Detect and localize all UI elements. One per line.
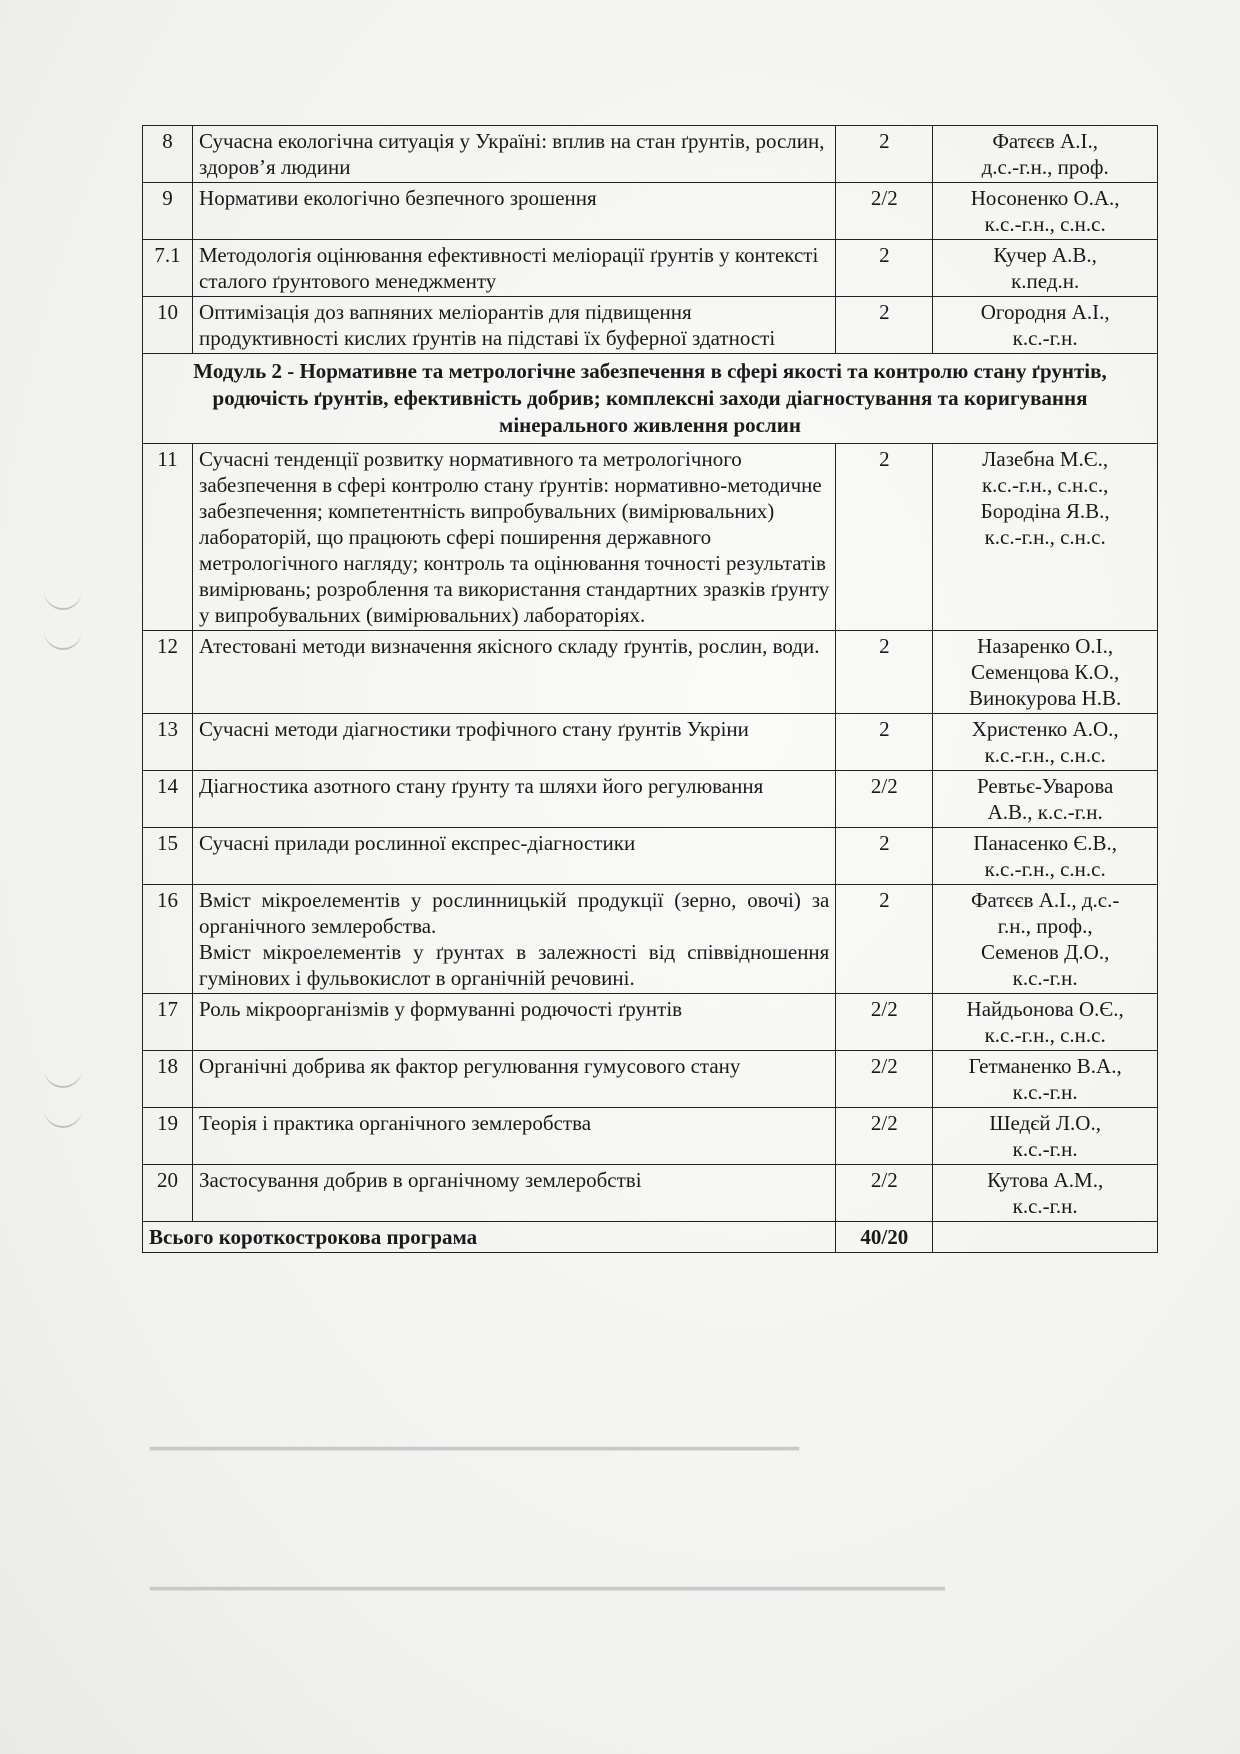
topic-cell	[193, 714, 836, 771]
row-number: 15	[143, 828, 193, 885]
module-2-header-row	[143, 354, 1158, 444]
topic-cell	[193, 126, 836, 183]
lecturer-line: Носоненко О.А.,	[970, 186, 1120, 210]
row-number: 14	[143, 771, 193, 828]
lecturer-line: Семенов Д.О.,	[980, 940, 1110, 964]
lecturer-cell	[933, 1108, 1158, 1165]
lecturer-line: к.с.-г.н.	[1012, 1080, 1078, 1104]
hours-cell: 2	[836, 828, 933, 885]
lecturer-cell	[933, 994, 1158, 1051]
row-number: 9	[143, 183, 193, 240]
topic-cell	[193, 631, 836, 714]
lecturer-cell	[933, 183, 1158, 240]
topic-text: Застосування добрив в органічному землеробстві	[199, 1168, 642, 1192]
row-number: 19	[143, 1108, 193, 1165]
topic-cell	[193, 994, 836, 1051]
lecturer-line: Кучер А.В.,	[993, 243, 1097, 267]
lecturer-line: Христенко А.О.,	[971, 717, 1119, 741]
topic-text: Теорія і практика органічного землеробства	[199, 1111, 592, 1135]
topic-text: Оптимізація доз вапняних меліорантів для підвищення продуктивності кислих ґрунтів на підставі їх буферної здатності	[199, 300, 776, 350]
lecturer-line: к.пед.н.	[1011, 269, 1080, 293]
topic-cell	[193, 771, 836, 828]
lecturer-line: к.с.-г.н.	[1012, 1137, 1078, 1161]
module-2-title: Модуль 2 - Нормативне та метрологічне забезпечення в сфері якості та контролю стану ґрунтів, родючість ґрунтів, ефективність добрив; комплексні заходи діагностування та коригування мінерального живлення рослин	[143, 354, 1158, 444]
hours-cell: 2	[836, 297, 933, 354]
hours-cell: 2	[836, 126, 933, 183]
table-row	[143, 771, 1158, 828]
lecturer-cell	[933, 714, 1158, 771]
table-row	[143, 994, 1158, 1051]
hours-cell: 2	[836, 714, 933, 771]
row-number: 18	[143, 1051, 193, 1108]
total-label: Всього короткострокова програма	[143, 1222, 836, 1253]
lecturer-cell	[933, 885, 1158, 994]
topic-text: Сучасні методи діагностики трофічного стану ґрунтів Укріни	[199, 717, 749, 741]
lecturer-line: Фатєєв А.І., д.с.-	[970, 888, 1120, 912]
lecturer-line: Найдьонова О.Є.,	[966, 997, 1124, 1021]
topic-text: Сучасні прилади рослинної експрес-діагностики	[199, 831, 636, 855]
lecturer-line: Семенцова К.О.,	[971, 660, 1120, 684]
table-row	[143, 183, 1158, 240]
lecturer-line: к.с.-г.н.	[1012, 326, 1078, 350]
schedule-table	[142, 125, 1158, 1253]
row-number: 8	[143, 126, 193, 183]
row-number: 11	[143, 444, 193, 631]
row-number: 17	[143, 994, 193, 1051]
topic-cell	[193, 1108, 836, 1165]
lecturer-line: к.с.-г.н., с.н.с.	[984, 212, 1106, 236]
topic-text: Роль мікроорганізмів у формуванні родючості ґрунтів	[199, 997, 683, 1021]
table-row	[143, 240, 1158, 297]
table-row	[143, 631, 1158, 714]
table-row	[143, 126, 1158, 183]
table-row	[143, 297, 1158, 354]
table-row	[143, 828, 1158, 885]
topic-text: Сучасні тенденції розвитку нормативного та метрологічного забезпечення в сфері контролю стану ґрунтів: нормативно-методичне забезпечення; компетентність випробувальних (вимірювальних) лабораторій, що працюють сфері поширення державного метрологічного нагляду; контроль та оцінювання точності результатів вимірювань; розроблення та використання стандартних зразків ґрунту у випробувальних (вимірювальних) лабораторіях.	[199, 447, 830, 627]
lecturer-line: к.с.-г.н.	[1012, 1194, 1078, 1218]
row-number: 13	[143, 714, 193, 771]
lecturer-cell	[933, 1051, 1158, 1108]
row-number: 7.1	[143, 240, 193, 297]
lecturer-line: г.н., проф.,	[997, 914, 1093, 938]
lecturer-cell	[933, 126, 1158, 183]
total-hours: 40/20	[836, 1222, 933, 1253]
lecturer-line: к.с.-г.н., с.н.с.,	[981, 473, 1109, 497]
lecturer-cell	[933, 240, 1158, 297]
topic-text: Органічні добрива як фактор регулювання гумусового стану	[199, 1054, 741, 1078]
lecturer-cell	[933, 1165, 1158, 1222]
row-number: 12	[143, 631, 193, 714]
topic-text: Атестовані методи визначення якісного складу ґрунтів, рослин, води.	[199, 634, 820, 658]
row-number: 20	[143, 1165, 193, 1222]
lecturer-line: Назаренко О.І.,	[977, 634, 1114, 658]
lecturer-line: Кутова А.М.,	[987, 1168, 1104, 1192]
hours-cell: 2/2	[836, 771, 933, 828]
total-empty-cell	[933, 1222, 1158, 1253]
lecturer-line: Гетманенко В.А.,	[968, 1054, 1122, 1078]
lecturer-line: к.с.-г.н., с.н.с.	[984, 743, 1106, 767]
lecturer-line: Огородня А.І.,	[980, 300, 1110, 324]
table-row	[143, 444, 1158, 631]
bleed-through-text: ━━━━━━━━━━━━━━━━━━━━━━━━━━━━━━━━━━━━━━━━━━━━━━━━━━━━━━━━━━━━	[150, 1576, 945, 1601]
topic-text: Діагностика азотного стану ґрунту та шляхи його регулювання	[199, 774, 764, 798]
topic-text: Вміст мікроелементів у рослинницькій продукції (зерно, овочі) за органічного землеробства.	[199, 888, 830, 938]
topic-cell	[193, 885, 836, 994]
topic-cell	[193, 1051, 836, 1108]
hours-cell: 2	[836, 885, 933, 994]
topic-cell	[193, 183, 836, 240]
table-row	[143, 1108, 1158, 1165]
lecturer-line: к.с.-г.н., с.н.с.	[984, 525, 1106, 549]
topic-text-secondary: Вміст мікроелементів у ґрунтах в залежності від співвідношення гумінових і фульвокислот в органічній речовині.	[199, 940, 830, 990]
total-row	[143, 1222, 1158, 1253]
lecturer-line: Ревтьє-Уварова	[977, 774, 1114, 798]
topic-cell	[193, 828, 836, 885]
schedule-rows-bottom	[143, 444, 1158, 1222]
lecturer-line: Винокурова Н.В.	[969, 686, 1122, 710]
lecturer-line: к.с.-г.н.	[1012, 966, 1078, 990]
table-row	[143, 1051, 1158, 1108]
lecturer-line: Фатєєв А.І.,	[992, 129, 1098, 153]
lecturer-line: д.с.-г.н., проф.	[981, 155, 1109, 179]
lecturer-line: Шедєй Л.О.,	[989, 1111, 1101, 1135]
hours-cell: 2/2	[836, 183, 933, 240]
lecturer-line: к.с.-г.н., с.н.с.	[984, 1023, 1106, 1047]
row-number: 10	[143, 297, 193, 354]
lecturer-cell	[933, 444, 1158, 631]
lecturer-cell	[933, 297, 1158, 354]
hours-cell: 2/2	[836, 1051, 933, 1108]
hours-cell: 2	[836, 444, 933, 631]
lecturer-cell	[933, 828, 1158, 885]
hours-cell: 2/2	[836, 994, 933, 1051]
hours-cell: 2/2	[836, 1108, 933, 1165]
topic-text: Нормативи екологічно безпечного зрошення	[199, 186, 597, 210]
lecturer-line: Бородіна Я.В.,	[980, 499, 1110, 523]
table-row	[143, 714, 1158, 771]
bleed-through-text: ━━━━━━━━━━━━━━━━━━━━━━━━━━━━━━━━━━━━━━━━━━━━━━━━━	[150, 1436, 800, 1461]
lecturer-line: к.с.-г.н., с.н.с.	[984, 857, 1106, 881]
topic-cell	[193, 297, 836, 354]
topic-text: Сучасна екологічна ситуація у Україні: вплив на стан ґрунтів, рослин, здоров’я людини	[199, 129, 825, 179]
row-number: 16	[143, 885, 193, 994]
schedule-rows-top	[143, 126, 1158, 354]
topic-text: Методологія оцінювання ефективності меліорації ґрунтів у контексті сталого ґрунтового менеджменту	[199, 243, 819, 293]
lecturer-line: А.В., к.с.-г.н.	[987, 800, 1103, 824]
table-row	[143, 1165, 1158, 1222]
lecturer-line: Лазебна М.Є.,	[982, 447, 1109, 471]
topic-cell	[193, 240, 836, 297]
table-row	[143, 885, 1158, 994]
hours-cell: 2	[836, 240, 933, 297]
lecturer-line: Панасенко Є.В.,	[973, 831, 1118, 855]
hours-cell: 2/2	[836, 1165, 933, 1222]
topic-cell	[193, 1165, 836, 1222]
hours-cell: 2	[836, 631, 933, 714]
lecturer-cell	[933, 631, 1158, 714]
lecturer-cell	[933, 771, 1158, 828]
topic-cell	[193, 444, 836, 631]
